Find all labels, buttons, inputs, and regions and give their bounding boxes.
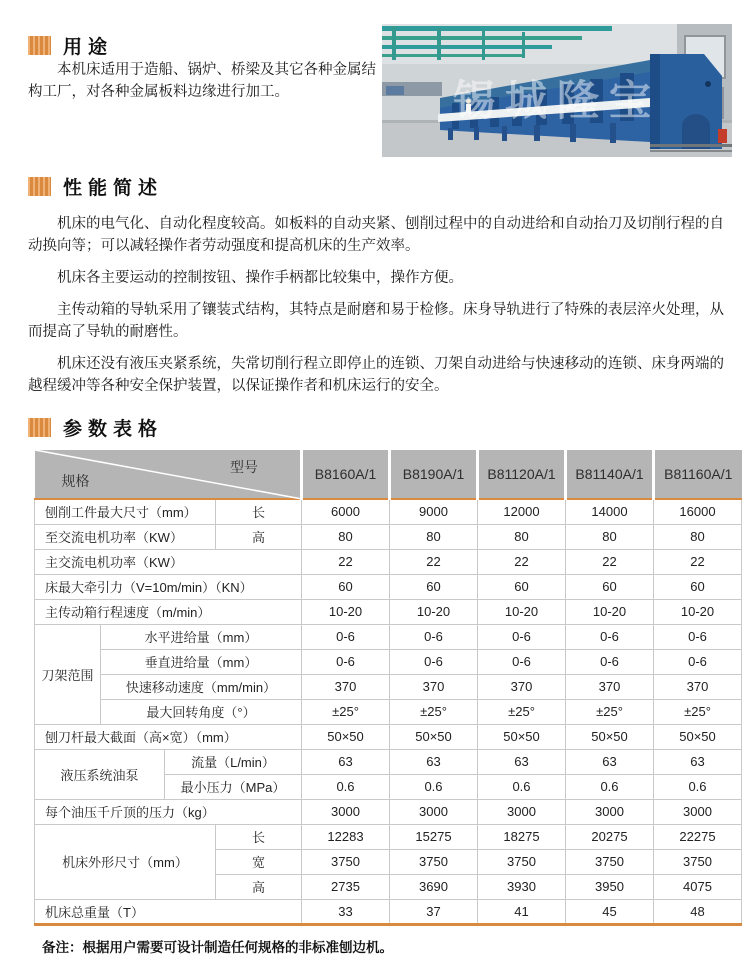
spec-value: 45 — [566, 899, 654, 924]
table-row — [35, 624, 742, 649]
spec-value: 3000 — [390, 799, 478, 824]
corner-model-label: 型号 — [230, 459, 258, 476]
spec-value: 50×50 — [654, 724, 742, 749]
spec-sublabel: 垂直进给量（mm） — [101, 649, 302, 674]
table-row — [35, 549, 742, 574]
table-row — [35, 824, 742, 849]
spec-sublabel: 最小压力（MPa） — [165, 774, 302, 799]
spec-value: 0-6 — [654, 649, 742, 674]
table-row — [35, 724, 742, 749]
table-row — [35, 749, 742, 774]
spec-value: 48 — [654, 899, 742, 924]
spec-value: 80 — [478, 524, 566, 549]
table-row — [35, 674, 742, 699]
spec-sublabel: 快速移动速度（mm/min） — [101, 674, 302, 699]
table-row — [35, 574, 742, 599]
spec-value: ±25° — [566, 699, 654, 724]
spec-value: ±25° — [302, 699, 390, 724]
model-column-header: B8190A/1 — [390, 450, 478, 499]
spec-value: 3000 — [302, 799, 390, 824]
spec-value: 3000 — [478, 799, 566, 824]
spec-value: 22 — [566, 549, 654, 574]
spec-value: 33 — [302, 899, 390, 924]
spec-sublabel: 长 — [216, 824, 302, 849]
spec-value: 22275 — [654, 824, 742, 849]
spec-value: 0-6 — [478, 624, 566, 649]
spec-value: 10-20 — [302, 599, 390, 624]
performance-heading — [28, 173, 732, 200]
spec-label: 刨刀杆最大截面（高×宽）（mm） — [35, 724, 302, 749]
spec-value: 60 — [654, 574, 742, 599]
spec-value: 9000 — [390, 499, 478, 524]
spec-value: 370 — [302, 674, 390, 699]
machine-photo — [382, 24, 732, 157]
spec-value: 10-20 — [478, 599, 566, 624]
factory-scene-illustration — [382, 24, 732, 157]
table-row — [35, 524, 742, 549]
orange-stripes-icon — [28, 36, 51, 55]
spec-value: 0.6 — [566, 774, 654, 799]
spec-value: 22 — [390, 549, 478, 574]
model-column-header: B81140A/1 — [566, 450, 654, 499]
spec-value: 22 — [478, 549, 566, 574]
table-header-row — [35, 450, 742, 499]
spec-value: 14000 — [566, 499, 654, 524]
spec-value: 4075 — [654, 874, 742, 899]
spec-sublabel: 流量（L/min） — [165, 749, 302, 774]
spec-sublabel: 高 — [216, 874, 302, 899]
spec-value: 22 — [302, 549, 390, 574]
corner-header-cell — [35, 450, 302, 499]
spec-label: 主交流电机功率（KW） — [35, 549, 302, 574]
spec-value: 12000 — [478, 499, 566, 524]
spec-group-label: 刀架范围 — [35, 624, 101, 724]
spec-value: 10-20 — [654, 599, 742, 624]
spec-value: ±25° — [478, 699, 566, 724]
spec-value: 50×50 — [302, 724, 390, 749]
spec-value: 3000 — [654, 799, 742, 824]
specification-table — [34, 450, 742, 926]
spec-value: 15275 — [390, 824, 478, 849]
spec-value: 60 — [478, 574, 566, 599]
spec-sublabel: 长 — [216, 499, 302, 524]
spec-value: 63 — [478, 749, 566, 774]
spec-sublabel: 最大回转角度（°） — [101, 699, 302, 724]
spec-value: 50×50 — [390, 724, 478, 749]
footnote: 备注：根据用户需要可设计制造任何规格的非标准刨边机。 — [42, 939, 393, 955]
usage-heading — [28, 32, 382, 59]
table-row — [35, 899, 742, 924]
spec-value: 18275 — [478, 824, 566, 849]
spec-value: 370 — [390, 674, 478, 699]
spec-value: ±25° — [654, 699, 742, 724]
spec-label: 至交流电机功率（KW） — [35, 524, 216, 549]
spec-label: 每个油压千斤顶的压力（kg） — [35, 799, 302, 824]
spec-value: 50×50 — [566, 724, 654, 749]
spec-value: 0.6 — [302, 774, 390, 799]
spec-value: 0-6 — [566, 624, 654, 649]
spec-sublabel: 高 — [216, 524, 302, 549]
spec-value: 20275 — [566, 824, 654, 849]
spec-value: 60 — [390, 574, 478, 599]
spec-value: 16000 — [654, 499, 742, 524]
spec-value: 10-20 — [566, 599, 654, 624]
spec-value: 3750 — [390, 849, 478, 874]
performance-paragraph: 机床的电气化、自动化程度较高。如板料的自动夹紧、刨削过程中的自动进给和自动抬刀及切削行程的自动换向等；可以减轻操作者劳动强度和提高机床的生产效率。 — [28, 216, 724, 255]
spec-value: 0-6 — [654, 624, 742, 649]
spec-value: 3750 — [654, 849, 742, 874]
table-row — [35, 799, 742, 824]
spec-value: 3750 — [566, 849, 654, 874]
table-row — [35, 649, 742, 674]
orange-stripes-icon — [28, 418, 51, 437]
table-row — [35, 699, 742, 724]
performance-section — [28, 173, 732, 397]
spec-value: 3000 — [566, 799, 654, 824]
spec-value: 10-20 — [390, 599, 478, 624]
spec-group-label: 液压系统油泵 — [35, 749, 165, 799]
spec-value: 3930 — [478, 874, 566, 899]
spec-value: 41 — [478, 899, 566, 924]
spec-label: 主传动箱行程速度（m/min） — [35, 599, 302, 624]
spec-value: 50×50 — [478, 724, 566, 749]
usage-section — [28, 24, 732, 157]
spec-value: 80 — [654, 524, 742, 549]
spec-value: 0.6 — [390, 774, 478, 799]
model-column-header: B81160A/1 — [654, 450, 742, 499]
spec-value: 0-6 — [478, 649, 566, 674]
table-row — [35, 599, 742, 624]
spec-sublabel: 宽 — [216, 849, 302, 874]
section-title: 用途 — [63, 37, 114, 58]
section-title: 参数表格 — [63, 419, 164, 441]
spec-value: 60 — [302, 574, 390, 599]
spec-value: 60 — [566, 574, 654, 599]
spec-value: 63 — [566, 749, 654, 774]
spec-value: 370 — [478, 674, 566, 699]
usage-text: 本机床适用于造船、锅炉、桥梁及其它各种金属结构工厂，对各种金属板料边缘进行加工。 — [28, 62, 376, 101]
spec-value: 80 — [302, 524, 390, 549]
spec-group-label: 机床外形尺寸（mm） — [35, 824, 216, 899]
spec-value: 3750 — [478, 849, 566, 874]
spec-value: 63 — [390, 749, 478, 774]
model-column-header: B8160A/1 — [302, 450, 390, 499]
corner-spec-label: 规格 — [61, 473, 90, 490]
spec-value: 6000 — [302, 499, 390, 524]
spec-value: 12283 — [302, 824, 390, 849]
spec-sublabel: 水平进给量（mm） — [101, 624, 302, 649]
spec-value: 22 — [654, 549, 742, 574]
spec-value: 80 — [566, 524, 654, 549]
spec-value: 0-6 — [302, 649, 390, 674]
spec-value: 0-6 — [390, 624, 478, 649]
spec-value: 0-6 — [566, 649, 654, 674]
spec-value: 63 — [302, 749, 390, 774]
spec-value: 37 — [390, 899, 478, 924]
section-title: 性能简述 — [63, 178, 164, 199]
spec-label: 床最大牵引力（V=10m/min）（KN） — [35, 574, 302, 599]
parameters-heading — [28, 414, 732, 441]
spec-value: 63 — [654, 749, 742, 774]
spec-value: 370 — [566, 674, 654, 699]
performance-paragraph: 机床还没有液压夹紧系统，失常切削行程立即停止的连锁、刀架自动进给与快速移动的连锁、床身两端的越程缓冲等各种安全保护装置，以保证操作者和机床运行的安全。 — [28, 356, 724, 395]
spec-value: 0.6 — [654, 774, 742, 799]
photo-watermark: 锡城隆宝 — [452, 77, 661, 124]
orange-stripes-icon — [28, 177, 51, 196]
spec-value: 0-6 — [390, 649, 478, 674]
spec-value: 3750 — [302, 849, 390, 874]
spec-value: 3950 — [566, 874, 654, 899]
spec-value: 0.6 — [478, 774, 566, 799]
spec-label: 刨削工件最大尺寸（mm） — [35, 499, 216, 524]
spec-value: 80 — [390, 524, 478, 549]
spec-value: 2735 — [302, 874, 390, 899]
spec-value: ±25° — [390, 699, 478, 724]
spec-value: 370 — [654, 674, 742, 699]
spec-value: 3690 — [390, 874, 478, 899]
table-row — [35, 499, 742, 524]
performance-paragraph: 主传动箱的导轨采用了镶装式结构，其特点是耐磨和易于检修。床身导轨进行了特殊的表层淬火处理，从而提高了导轨的耐磨性。 — [28, 302, 724, 341]
model-column-header: B81120A/1 — [478, 450, 566, 499]
performance-paragraph: 机床各主要运动的控制按钮、操作手柄都比较集中，操作方便。 — [57, 270, 463, 287]
spec-value: 0-6 — [302, 624, 390, 649]
spec-label: 机床总重量（T） — [35, 899, 302, 924]
